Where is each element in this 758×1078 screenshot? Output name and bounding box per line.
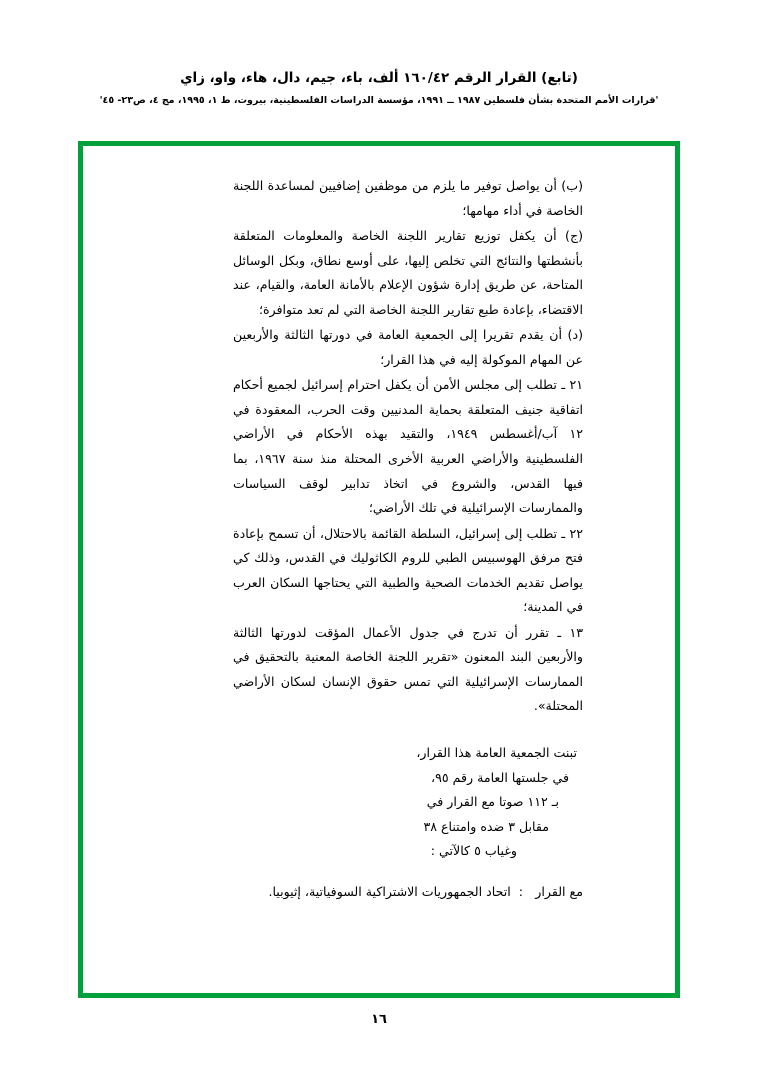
document-body (233, 174, 583, 904)
closing-line-3: بـ ١١٢ صوتا مع القرار في (426, 794, 559, 810)
header-title: (تابع) القرار الرقم ١٦٠/٤٢ ألف، باء، جيم، دال، هاء، واو، زاي (180, 70, 578, 86)
closing-line-1: تبنت الجمعية العامة هذا القرار، (416, 745, 577, 761)
paragraph-21: ٢١ ـ تطلب إلى مجلس الأمن أن يكفل احترام إسرائيل لجميع أحكام اتفاقية جنيف المتعلقة بحماية المدنيين وقت الحرب، المعقودة في ١٢ آب/أغسطس ١٩٤٩، والتقيد بهذه الأحكام في الأراضي الفلسطينية والأراضي العربية الأخرى المحتلة منذ سنة ١٩٦٧، بما فيها القدس، والشروع في اتخاذ تدابير لوقف السياسات والممارسات الإسرائيلية في تلك الأراضي؛ (233, 377, 584, 516)
page-header (0, 68, 758, 106)
vote-label: مع القرار (535, 883, 583, 899)
closing-line-2: في جلستها العامة رقم ٩٥، (430, 769, 569, 785)
vote-separator: : (518, 883, 523, 899)
header-source-citation: 'قرارات الأمم المتحدة بشأن فلسطين ١٩٨٧ ــ ١٩٩١، مؤسسة الدراسات الفلسطينية، بيروت، ط ١، ١٩٩٥، مج ٤، ص٢٣- ٤٥' (99, 95, 659, 107)
paragraph-b: (ب) أن يواصل توفير ما يلزم من موظفين إضافيين لمساعدة اللجنة الخاصة في أداء مهامها؛ (233, 178, 583, 218)
paragraph-22: ٢٢ ـ تطلب إلى إسرائيل، السلطة القائمة بالاحتلال، أن تسمح بإعادة فتح مرفق الهوسبيس الطبي للروم الكاثوليك في القدس، وذلك كي يواصل تقديم الخدمات الصحية والطبية التي يحتاجها السكان العرب في المدينة؛ (233, 525, 583, 615)
paragraph-d: (د) أن يقدم تقريرا إلى الجمعية العامة في دورتها الثالثة والأربعين عن المهام الموكولة إليه في هذا القرار؛ (233, 327, 583, 367)
closing-block (233, 741, 583, 864)
page-number: ١٦ (371, 1012, 387, 1027)
paragraph-13: ١٣ ـ تقرر أن تدرج في جدول الأعمال المؤقت لدورتها الثالثة والأربعين البند المعنون «تقرير اللجنة الخاصة المعنية بالتحقيق في الممارسات الإسرائيلية التي تمس حقوق الإنسان لسكان الأراضي المحتلة». (233, 624, 583, 714)
content-frame (78, 141, 680, 998)
paragraph-c: (ج) أن يكفل توزيع تقارير اللجنة الخاصة والمعلومات المتعلقة بأنشطتها والنتائج التي تخلص إليها، على أوسع نطاق، وبكل الوسائل المتاحة، عن طريق إدارة شؤون الإعلام بالأمانة العامة، والقيام، عند الاقتضاء، بإعادة طبع تقارير اللجنة الخاصة التي لم تعد متوافرة؛ (233, 228, 583, 317)
vote-result-row (233, 880, 583, 905)
vote-value: اتحاد الجمهوريات الاشتراكية السوفياتية، إثيوبيا. (268, 883, 511, 899)
closing-line-5: وغياب ٥ كالآتي : (430, 843, 517, 859)
closing-line-4: مقابل ٣ ضده وامتناع ٣٨ (423, 818, 549, 834)
